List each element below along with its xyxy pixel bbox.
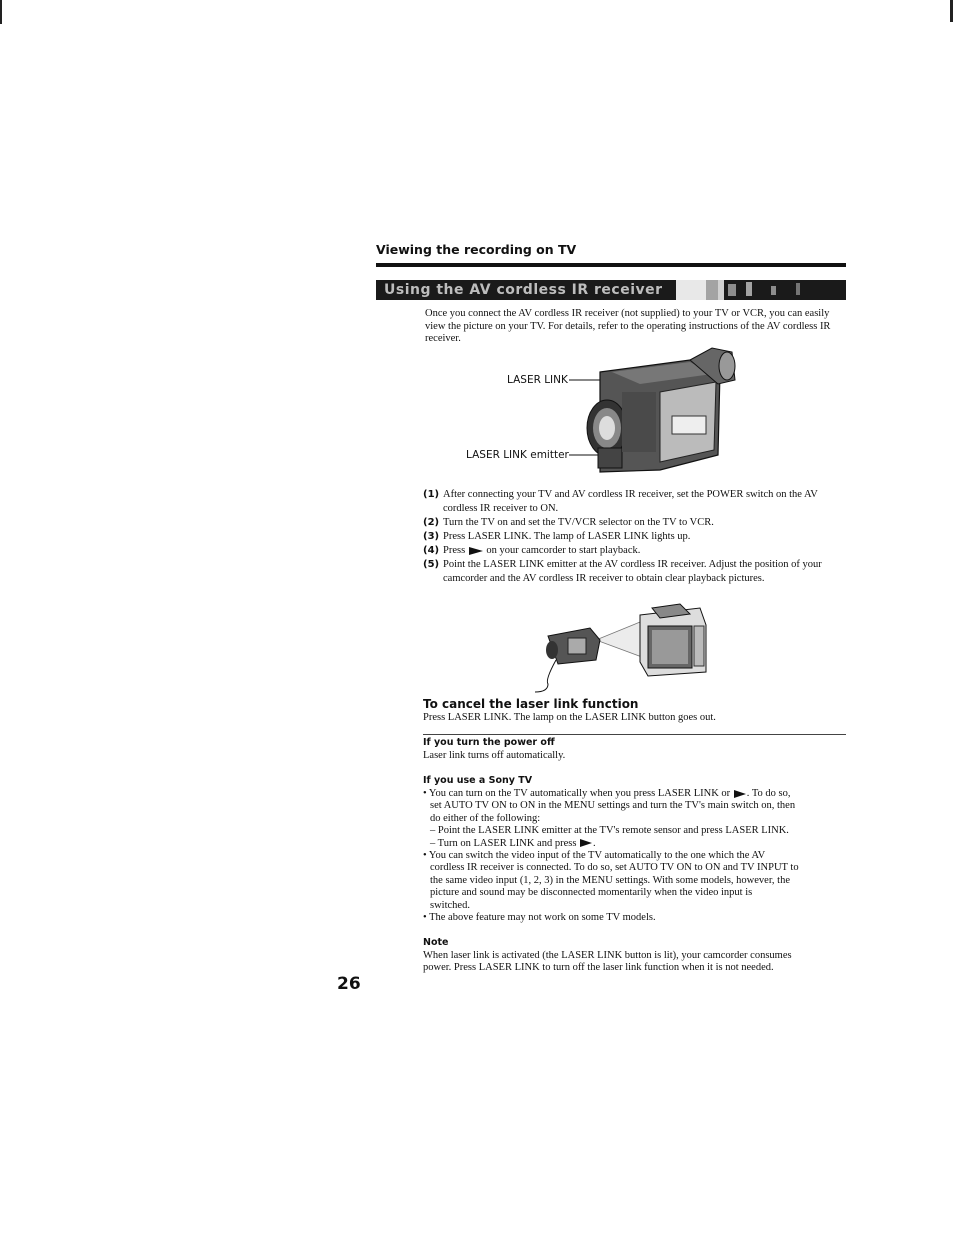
list-item: • You can switch the video input of the TV automatically to the one which the AV (423, 850, 766, 862)
page-number: 26 (337, 974, 361, 994)
step-text: Turn the TV on and set the TV/VCR selector on the TV to VCR. (443, 517, 714, 528)
scan-edge-mark (0, 0, 2, 24)
list-text: . To do so, (746, 788, 791, 799)
step-number: (1) (423, 489, 440, 500)
step-number: (4) (423, 545, 440, 556)
banner-title: Using the AV cordless IR receiver (384, 282, 663, 298)
intro-paragraph: Once you connect the AV cordless IR receiver (not supplied) to your TV or VCR, you can easily view the picture on your TV. For details, refer to the operating instructions of the AV cordless IR receiver. (425, 308, 831, 345)
step-number: (3) (423, 531, 440, 542)
step-number: (2) (423, 517, 440, 528)
list-item-line: switched. (430, 899, 470, 911)
list-item (423, 788, 848, 800)
scan-edge-mark (950, 0, 953, 22)
list-item-line: cordless IR receiver is connected. To do so, set AUTO TV ON to ON and TV INPUT to (430, 862, 799, 874)
list-item-line: – Turn on LASER LINK and press . (430, 837, 596, 849)
note-line: power. Press LASER LINK to turn off the laser link function when it is not needed. (423, 962, 774, 973)
sony-tv-heading: If you use a Sony TV (423, 775, 533, 786)
step-text: Press (443, 545, 466, 556)
list-text: – Turn on LASER LINK and press (430, 837, 577, 849)
step-text: Press LASER LINK. The lamp of LASER LINK lights up. (443, 531, 691, 542)
note-line: When laser link is activated (the LASER LINK button is lit), your camcorder consumes (423, 950, 792, 961)
list-item: • The above feature may not work on some TV models. (423, 912, 656, 924)
step-text: After connecting your TV and AV cordless IR receiver, set the POWER switch on the AV cordless IR receiver to ON. (443, 489, 818, 514)
list-item-line: – Point the LASER LINK emitter at the TV's remote sensor and press LASER LINK. (430, 825, 789, 837)
step-text: on your camcorder to start playback. (486, 545, 641, 556)
list-item-line: the same video input (1, 2, 3) in the MENU settings. With some models, however, the (430, 874, 790, 886)
label-laser-link-emitter: LASER LINK emitter (466, 449, 569, 461)
cancel-heading: To cancel the laser link function (423, 697, 639, 711)
list-item-line: set AUTO TV ON to ON in the MENU settings and turn the TV's main switch on, then (430, 800, 796, 812)
step-number: (5) (423, 559, 440, 570)
list-item-line: picture and sound may be disconnected momentarily when the video input is (430, 887, 753, 899)
sony-tv-list (423, 788, 848, 924)
power-off-heading: If you turn the power off (423, 737, 555, 748)
section-title: Viewing the recording on TV (376, 242, 577, 257)
list-text: • You can turn on the TV automatically when you press LASER LINK or (423, 788, 731, 799)
step-text: Point the LASER LINK emitter at the AV cordless IR receiver. Adjust the position of your camcorder and the AV cordless IR receiver to obtain clear playback pictures. (443, 559, 822, 584)
label-laser-link: LASER LINK (507, 374, 568, 386)
notes-divider (423, 734, 846, 735)
list-item-line: do either of the following: (430, 812, 541, 824)
note-heading: Note (423, 937, 449, 948)
cancel-text: Press LASER LINK. The lamp on the LASER LINK button goes out. (423, 712, 716, 723)
play-icon (579, 839, 593, 847)
play-icon (733, 790, 747, 798)
power-off-text: Laser link turns off automatically. (423, 750, 566, 761)
